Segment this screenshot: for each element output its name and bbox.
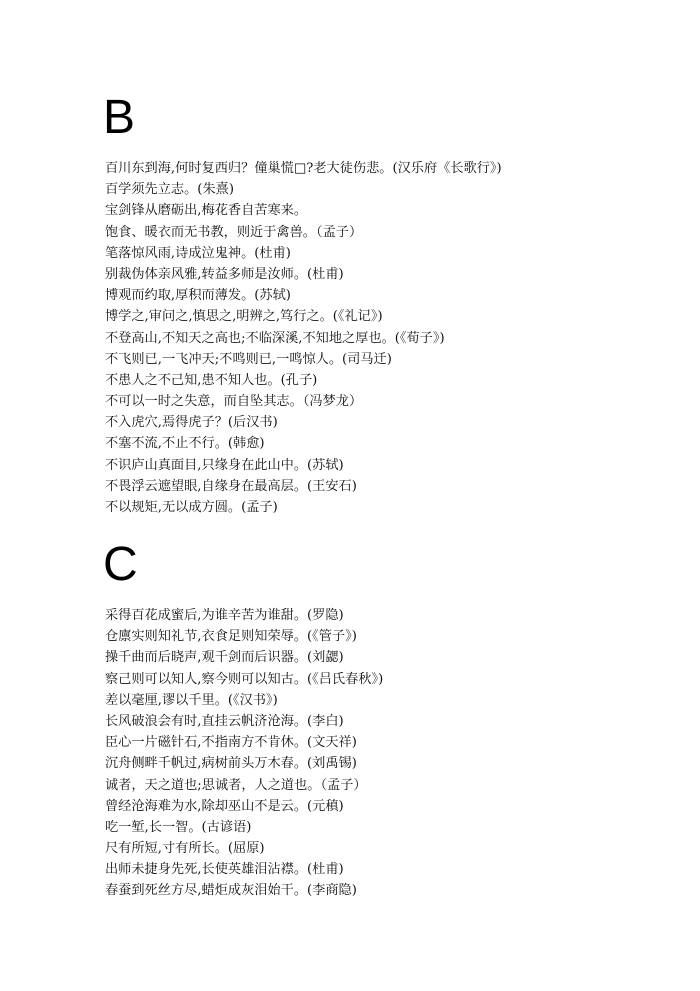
- quote-line: 笔落惊风雨,诗成泣鬼神。(杜甫): [105, 245, 291, 261]
- quote-line: 别裁伪体亲风雅,转益多师是汝师。(杜甫): [105, 266, 344, 282]
- quote-line: 诚者，天之道也;思诚者，人之道也。（孟子）: [105, 777, 367, 793]
- section-b: [105, 88, 665, 518]
- quote-line: 博学之,审问之,慎思之,明辨之,笃行之。(《礼记》): [105, 309, 383, 325]
- quote-line: 不患人之不己知,患不知人也。(孔子): [105, 372, 318, 388]
- quote-line: 不可以一时之失意，而自坠其志。（冯梦龙）: [105, 394, 363, 410]
- quote-list-b: [105, 158, 665, 518]
- section-heading-b: B: [103, 91, 136, 144]
- quote-line: 仓廪实则知礼节,衣食足则知荣辱。(《管子》): [105, 629, 357, 645]
- section-c: [105, 535, 665, 902]
- quote-line: 百川东到海,何时复西归？僮巢慌□?老大徒伤悲。(汉乐府《长歌行》): [105, 161, 502, 176]
- quote-line: 不飞则已,一飞冲天;不鸣则已,一鸣惊人。(司马迁): [105, 351, 392, 367]
- quote-line: 长风破浪会有时,直挂云帆济沧海。(李白): [105, 713, 344, 729]
- quote-line: 吃一堑,长一智。(古谚语): [105, 819, 252, 835]
- quote-line: 臣心一片磁针石,不指南方不肯休。(文天祥): [105, 735, 357, 751]
- quote-line: 差以毫厘,谬以千里。(《汉书》): [105, 692, 278, 708]
- quote-line: 博观而约取,厚积而薄发。(苏轼): [105, 288, 291, 304]
- quote-line: 沉舟侧畔千帆过,病树前头万木春。(刘禹锡): [105, 756, 357, 772]
- section-heading-c: C: [103, 538, 138, 591]
- quote-list-c: [105, 605, 665, 902]
- quote-line: 不以规矩,无以成方圆。(孟子): [105, 500, 278, 515]
- quote-line: 饱食、暖衣而无书教，则近于禽兽。（孟子）: [105, 224, 363, 240]
- quote-line: 百学须先立志。(朱熹): [105, 182, 234, 198]
- quote-line: 不登高山,不知天之高也;不临深溪,不知地之厚也。(《荀子》): [105, 330, 445, 346]
- quote-line: 尺有所短,寸有所长。(屈原): [105, 841, 265, 857]
- quote-line: 不塞不流,不止不行。(韩愈): [105, 436, 265, 452]
- quote-line: 春蚕到死丝方尽,蜡炬成灰泪始干。(李商隐): [105, 883, 357, 899]
- quote-line: 采得百花成蜜后,为谁辛苦为谁甜。(罗隐): [105, 608, 344, 623]
- quote-line: 出师未捷身先死,长使英雄泪沾襟。(杜甫): [105, 862, 344, 878]
- quote-line: 不畏浮云遮望眼,自缘身在最高层。(王安石): [105, 478, 357, 494]
- quote-line: 不入虎穴,焉得虎子？(后汉书): [105, 415, 278, 431]
- quote-line: 曾经沧海难为水,除却巫山不是云。(元稹): [105, 798, 344, 814]
- quote-line: 察己则可以知人,察今则可以知古。(《吕氏春秋》): [105, 671, 384, 687]
- quote-line: 操千曲而后晓声,观千剑而后识器。(刘勰): [105, 650, 344, 666]
- quote-line: 宝剑锋从磨砺出,梅花香自苦寒来。: [105, 203, 308, 219]
- quote-line: 不识庐山真面目,只缘身在此山中。(苏轼): [105, 457, 344, 473]
